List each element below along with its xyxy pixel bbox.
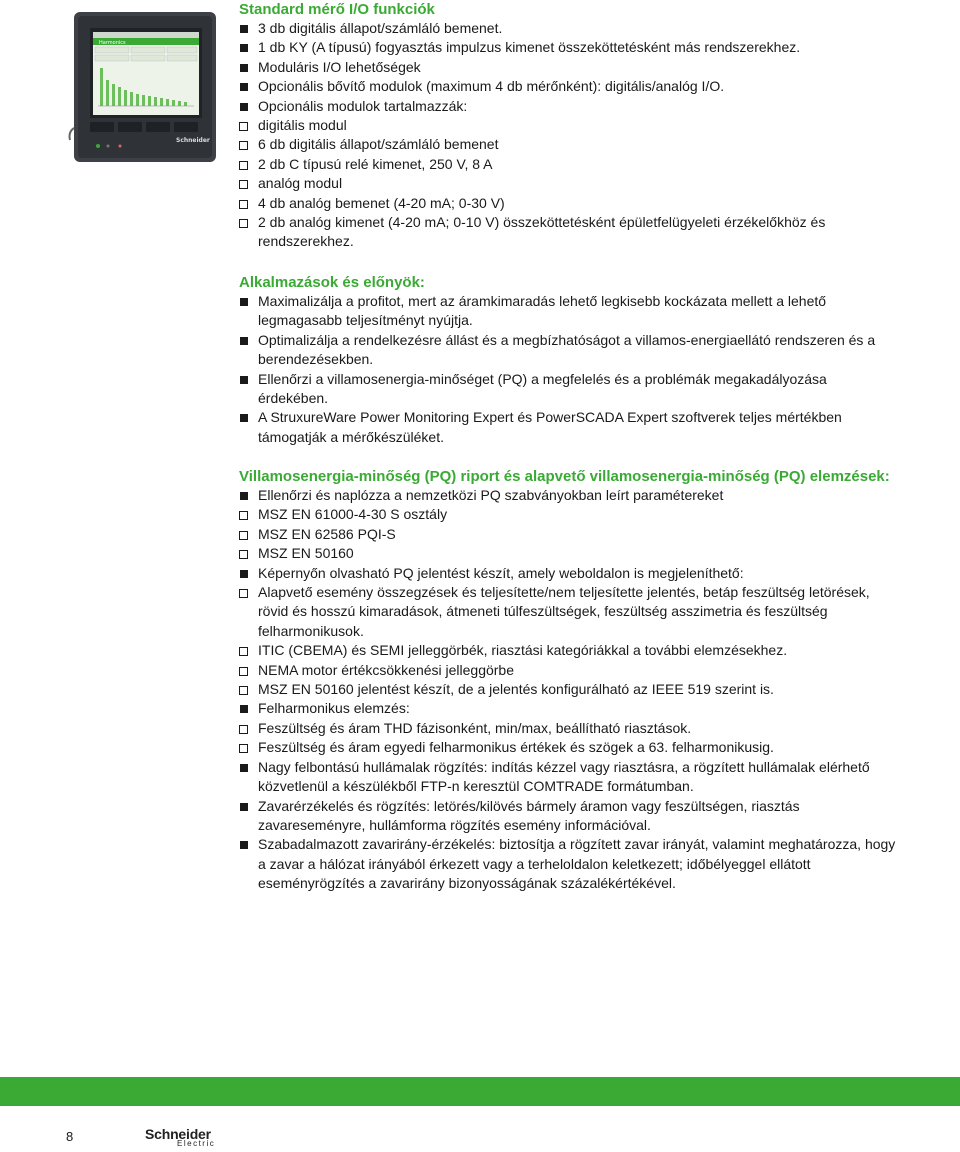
sub-list-item: MSZ EN 62586 PQI-S (239, 525, 899, 544)
sub-bullet-list (239, 505, 899, 563)
sub-list-item: MSZ EN 50160 jelentést készít, de a jelentés konfigurálható az IEEE 519 szerint is. (239, 680, 899, 699)
bullet-list (239, 292, 899, 447)
sub-list-item: ITIC (CBEMA) és SEMI jelleggörbék, riasztási kategóriákkal a további elemzésekhez. (239, 641, 899, 660)
sub-bullet-list (239, 583, 899, 699)
sub-list-item: 2 db analóg kimenet (4-20 mA; 0-10 V) összeköttetésként épületfelügyeleti érzékelőkhöz és rendszerekhez. (239, 213, 899, 252)
section-heading: Villamosenergia-minőség (PQ) riport és alapvető villamosenergia-minőség (PQ) elemzések: (239, 468, 890, 485)
list-item: Zavarérzékelés és rögzítés: letörés/kilövés bármely áramon vagy feszültségen, riasztás zavareseményre, hullámforma rögzítés esemény információval. (239, 797, 899, 836)
device-brand: Schneider (176, 137, 210, 144)
bullet-list (239, 564, 899, 583)
sub-list-item: Feszültség és áram egyedi felharmonikus értékek és szögek a 63. felharmonikusig. (239, 738, 899, 757)
logo-line2: Electric (177, 1139, 216, 1148)
sub-list-item: 6 db digitális állapot/számláló bemenet (239, 135, 899, 154)
list-item: Nagy felbontású hullámalak rögzítés: indítás kézzel vagy riasztásra, a rögzített hullámalak elérhető közvetlenül a készülékből FTP-n keresztül COMTRADE formátumban. (239, 758, 899, 797)
list-item: Opcionális bővítő modulok (maximum 4 db mérőnként): digitális/analóg I/O. (239, 77, 899, 96)
section-heading: Standard mérő I/O funkciók (239, 1, 435, 18)
footer-green-bar (0, 1077, 960, 1106)
list-item: Optimalizálja a rendelkezésre állást és a megbízhatóságot a villamos-energiaellátó rendszeren és a berendezésekben. (239, 331, 899, 370)
sub-bullet-list (239, 719, 899, 758)
power-meter-image (68, 8, 220, 168)
bullet-list (239, 758, 899, 894)
section-pq-reports (239, 467, 899, 894)
section-io-functions (239, 0, 899, 252)
sub-list-item: digitális modul (239, 116, 899, 135)
list-item: Moduláris I/O lehetőségek (239, 58, 899, 77)
sub-list-item: NEMA motor értékcsökkenési jelleggörbe (239, 661, 899, 680)
bullet-list (239, 486, 899, 505)
sub-list-item: MSZ EN 50160 (239, 544, 899, 563)
schneider-electric-logo (145, 1127, 215, 1148)
bullet-list (239, 19, 899, 116)
list-item: A StruxureWare Power Monitoring Expert és PowerSCADA Expert szoftverek teljes mértékben támogatják a mérőkészüléket. (239, 408, 899, 447)
section-applications (239, 273, 899, 447)
list-item: 3 db digitális állapot/számláló bemenet. (239, 19, 899, 38)
bullet-list (239, 699, 899, 718)
list-item: Opcionális modulok tartalmazzák: (239, 97, 899, 116)
list-item: 1 db KY (A típusú) fogyasztás impulzus kimenet összeköttetésként más rendszerekhez. (239, 38, 899, 57)
sub-list-item: analóg modul (239, 174, 899, 193)
sub-list-item: 4 db analóg bemenet (4-20 mA; 0-30 V) (239, 194, 899, 213)
sub-list-item: 2 db C típusú relé kimenet, 250 V, 8 A (239, 155, 899, 174)
section-heading: Alkalmazások és előnyök: (239, 274, 425, 291)
device-screen-title: Harmonics (99, 40, 126, 46)
list-item: Felharmonikus elemzés: (239, 699, 899, 718)
sub-list-item: MSZ EN 61000-4-30 S osztály (239, 505, 899, 524)
sub-bullet-list (239, 116, 899, 252)
list-item: Szabadalmazott zavarirány-érzékelés: biztosítja a rögzített zavar irányát, valamint meghatározza, hogy a zavar a hálózat irányából érkezett vagy a terheloldalon keletkezett; időbélyeggel ellátott eseményrögzítés a zavarirány bizonyosságának százalékértékével. (239, 835, 899, 893)
sub-list-item: Alapvető esemény összegzések és teljesítette/nem teljesítette jelentés, betáp feszültség letörések, rövid és hosszú kimaradások, átmeneti túlfeszültségek, feszültség asszimetria és feszültség felharmonikusok. (239, 583, 899, 641)
page-number: 8 (66, 1129, 74, 1144)
list-item: Maximalizálja a profitot, mert az áramkimaradás lehető legkisebb kockázata mellett a lehető legmagasabb teljesítményt nyújtja. (239, 292, 899, 331)
list-item: Képernyőn olvasható PQ jelentést készít, amely weboldalon is megjeleníthető: (239, 564, 899, 583)
list-item: Ellenőrzi a villamosenergia-minőséget (PQ) a megfelelés és a problémák megakadályozása érdekében. (239, 370, 899, 409)
sub-list-item: Feszültség és áram THD fázisonként, min/max, beállítható riasztások. (239, 719, 899, 738)
list-item: Ellenőrzi és naplózza a nemzetközi PQ szabványokban leírt paramétereket (239, 486, 899, 505)
logo-line1: Schneider (145, 1126, 211, 1142)
